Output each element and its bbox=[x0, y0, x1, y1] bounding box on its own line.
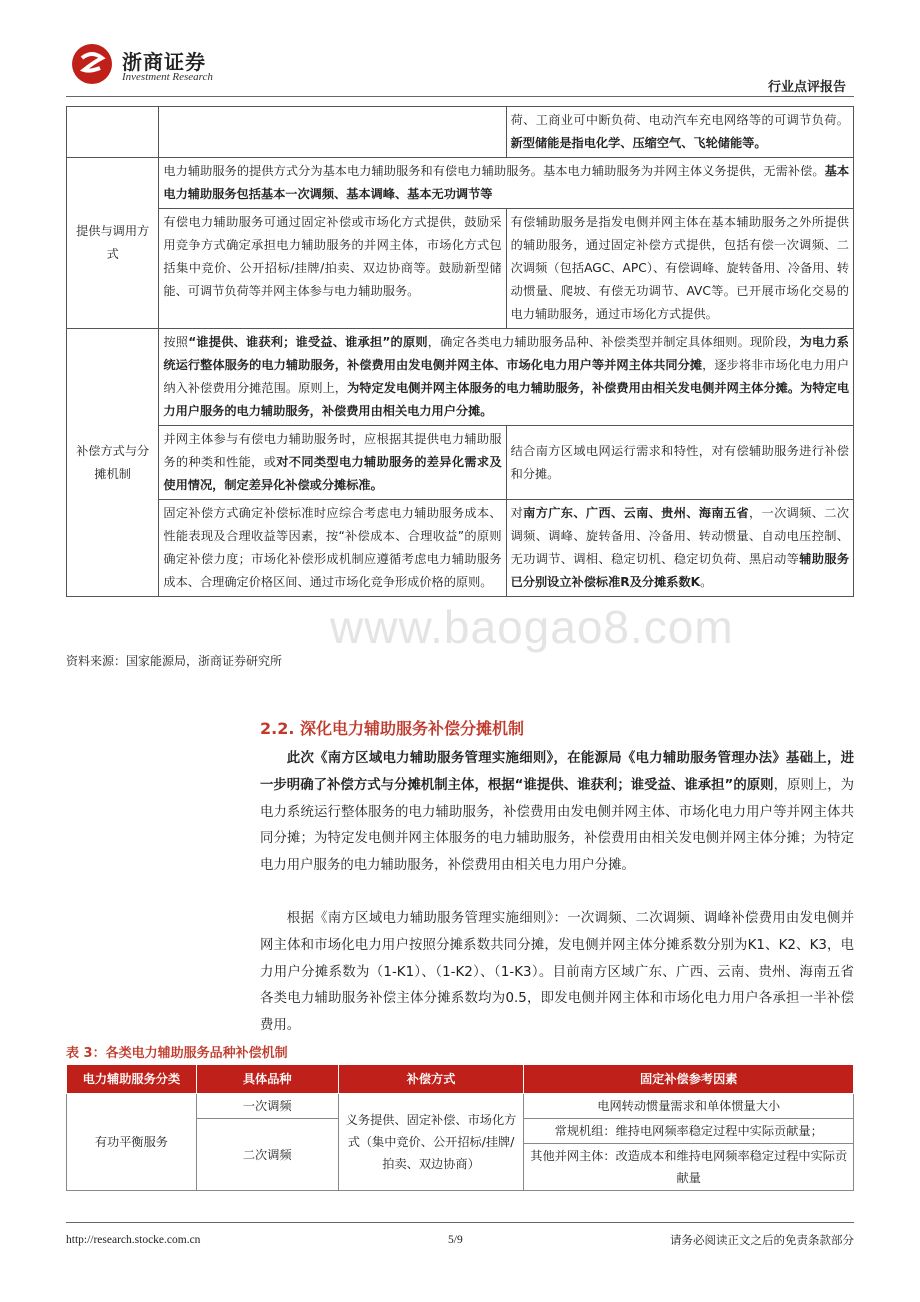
body-paragraph: 根据《南方区域电力辅助服务管理实施细则》：一次调频、二次调频、调峰补偿费用由发电侧并网主体和市场化电力用户按照分摊系数共同分摊，发电侧并网主体分摊系数分别为K1、K2、K3，电力用户分摊系数为（1-K1）、（1-K2）、（1-K3）。目前南方区域广东、广西、云南、贵州、海南五省各类电力辅助服务补偿主体分摊系数均为0.5，即发电侧并网主体和市场化电力用户各承担一半补偿费用。 bbox=[260, 911, 854, 1034]
table-cell bbox=[159, 107, 506, 158]
table-cell: 结合南方区域电网运行需求和特性，对有偿辅助服务进行补偿和分摊。 bbox=[506, 426, 853, 500]
page-number: 5/9 bbox=[448, 1234, 463, 1246]
table-cell: 电力辅助服务的提供方式分为基本电力辅助服务和有偿电力辅助服务。基本电力辅助服务为并网主体义务提供，无需补偿。基本电力辅助服务包括基本一次调频、基本调峰、基本无功调节等 bbox=[159, 158, 854, 209]
body-paragraph: 此次《南方区域电力辅助服务管理实施细则》，在能源局《电力辅助服务管理办法》基础上，进一步明确了补偿方式与分摊机制主体，根据“谁提供、谁获利；谁受益、谁承担”的原则，原则上，为电力系统运行整体服务的电力辅助服务，补偿费用由发电侧并网主体、市场化电力用户等并网主体共同分摊；为特定发电侧并网主体服务的电力辅助服务，补偿费用由相关发电侧并网主体分摊；为特定电力用户服务的电力辅助服务，补偿费用由相关电力用户分摊。 bbox=[260, 751, 854, 874]
footer-url[interactable]: http://research.stocke.com.cn bbox=[66, 1234, 201, 1246]
column-header: 固定补偿参考因素 bbox=[524, 1065, 854, 1094]
table-row bbox=[67, 107, 854, 158]
column-header: 电力辅助服务分类 bbox=[67, 1065, 197, 1094]
section-heading: 2.2. 深化电力辅助服务补偿分摊机制 bbox=[260, 719, 524, 738]
table-row bbox=[67, 158, 854, 209]
header-divider bbox=[66, 96, 854, 97]
table-row bbox=[67, 329, 854, 426]
table-cell: 其他并网主体：改造成本和维持电网频率稳定过程中实际贡献量 bbox=[524, 1144, 854, 1191]
row-category: 提供与调用方式 bbox=[67, 158, 159, 329]
table-row bbox=[67, 426, 854, 500]
table-cell: 电网转动惯量需求和单体惯量大小 bbox=[524, 1094, 854, 1119]
document-type: 行业点评报告 bbox=[767, 80, 846, 95]
watermark: www.baogao8.com bbox=[330, 601, 734, 653]
table-cell bbox=[67, 107, 159, 158]
column-header: 补偿方式 bbox=[338, 1065, 524, 1094]
table-row bbox=[67, 1094, 854, 1119]
table-cell: 固定补偿方式确定补偿标准时应综合考虑电力辅助服务成本、性能表现及合理收益等因素，按“补偿成本、合理收益”的原则确定补偿力度；市场化补偿形成机制应遵循考虑电力辅助服务成本、合理确定价格区间、通过市场化竞争形成价格的原则。 bbox=[159, 500, 506, 597]
brand-tagline: Investment Research bbox=[122, 71, 213, 83]
compensation-table bbox=[66, 1064, 854, 1191]
row-category: 补偿方式与分摊机制 bbox=[67, 329, 159, 597]
table-row bbox=[67, 209, 854, 329]
brand-name: 浙商证券 bbox=[122, 50, 206, 74]
table-cell: 按照“谁提供、谁获利；谁受益、谁承担”的原则，确定各类电力辅助服务品种、补偿类型并制定具体细则。现阶段，为电力系统运行整体服务的电力辅助服务，补偿费用由发电侧并网主体、市场化电力用户等并网主体共同分摊，逐步将非市场化电力用户纳入补偿费用分摊范围。原则上，为特定发电侧并网主体服务的电力辅助服务，补偿费用由相关发电侧并网主体分摊。为特定电力用户服务的电力辅助服务，补偿费用由相关电力用户分摊。 bbox=[159, 329, 854, 426]
table-cell: 一次调频 bbox=[196, 1094, 338, 1119]
table-source-note: 资料来源：国家能源局，浙商证券研究所 bbox=[66, 654, 283, 668]
footer-disclaimer: 请务必阅读正文之后的免责条款部分 bbox=[670, 1233, 854, 1247]
column-header: 具体品种 bbox=[196, 1065, 338, 1094]
table-cell: 有偿辅助服务是指发电侧并网主体在基本辅助服务之外所提供的辅助服务，通过固定补偿方式提供，包括有偿一次调频、二次调频（包括AGC、APC）、有偿调峰、旋转备用、冷备用、转动惯量、爬坡、有偿无功调节、AVC等。已开展市场化交易的电力辅助服务，通过市场化方式提供。 bbox=[506, 209, 853, 329]
table-cell: 有偿电力辅助服务可通过固定补偿或市场化方式提供，鼓励采用竞争方式确定承担电力辅助服务的并网主体，市场化方式包括集中竞价、公开招标/挂牌/拍卖、双边协商等。鼓励新型储能、可调节负荷等并网主体参与电力辅助服务。 bbox=[159, 209, 506, 329]
table-cell: 有功平衡服务 bbox=[67, 1094, 197, 1191]
table-cell: 并网主体参与有偿电力辅助服务时，应根据其提供电力辅助服务的种类和性能，或对不同类型电力辅助服务的差异化需求及使用情况，制定差异化补偿或分摊标准。 bbox=[159, 426, 506, 500]
table-caption: 表 3：各类电力辅助服务品种补偿机制 bbox=[66, 1046, 288, 1061]
table-cell: 荷、工商业可中断负荷、电动汽车充电网络等的可调节负荷。新型储能是指电化学、压缩空气、飞轮储能等。 bbox=[506, 107, 853, 158]
policy-table bbox=[66, 106, 854, 597]
brand-logo-icon bbox=[70, 42, 114, 86]
table-cell: 常规机组：维持电网频率稳定过程中实际贡献量； bbox=[524, 1119, 854, 1144]
table-cell: 义务提供、固定补偿、市场化方式（集中竞价、公开招标/挂牌/拍卖、双边协商） bbox=[338, 1094, 524, 1191]
table-cell: 对南方广东、广西、云南、贵州、海南五省，一次调频、二次调频、调峰、旋转备用、冷备用、转动惯量、自动电压控制、无功调节、调相、稳定切机、稳定切负荷、黑启动等辅助服务已分别设立补偿标准R及分摊系数K。 bbox=[506, 500, 853, 597]
table-row bbox=[67, 500, 854, 597]
table-header-row bbox=[67, 1065, 854, 1094]
table-cell: 二次调频 bbox=[196, 1119, 338, 1191]
footer-divider bbox=[66, 1222, 854, 1223]
